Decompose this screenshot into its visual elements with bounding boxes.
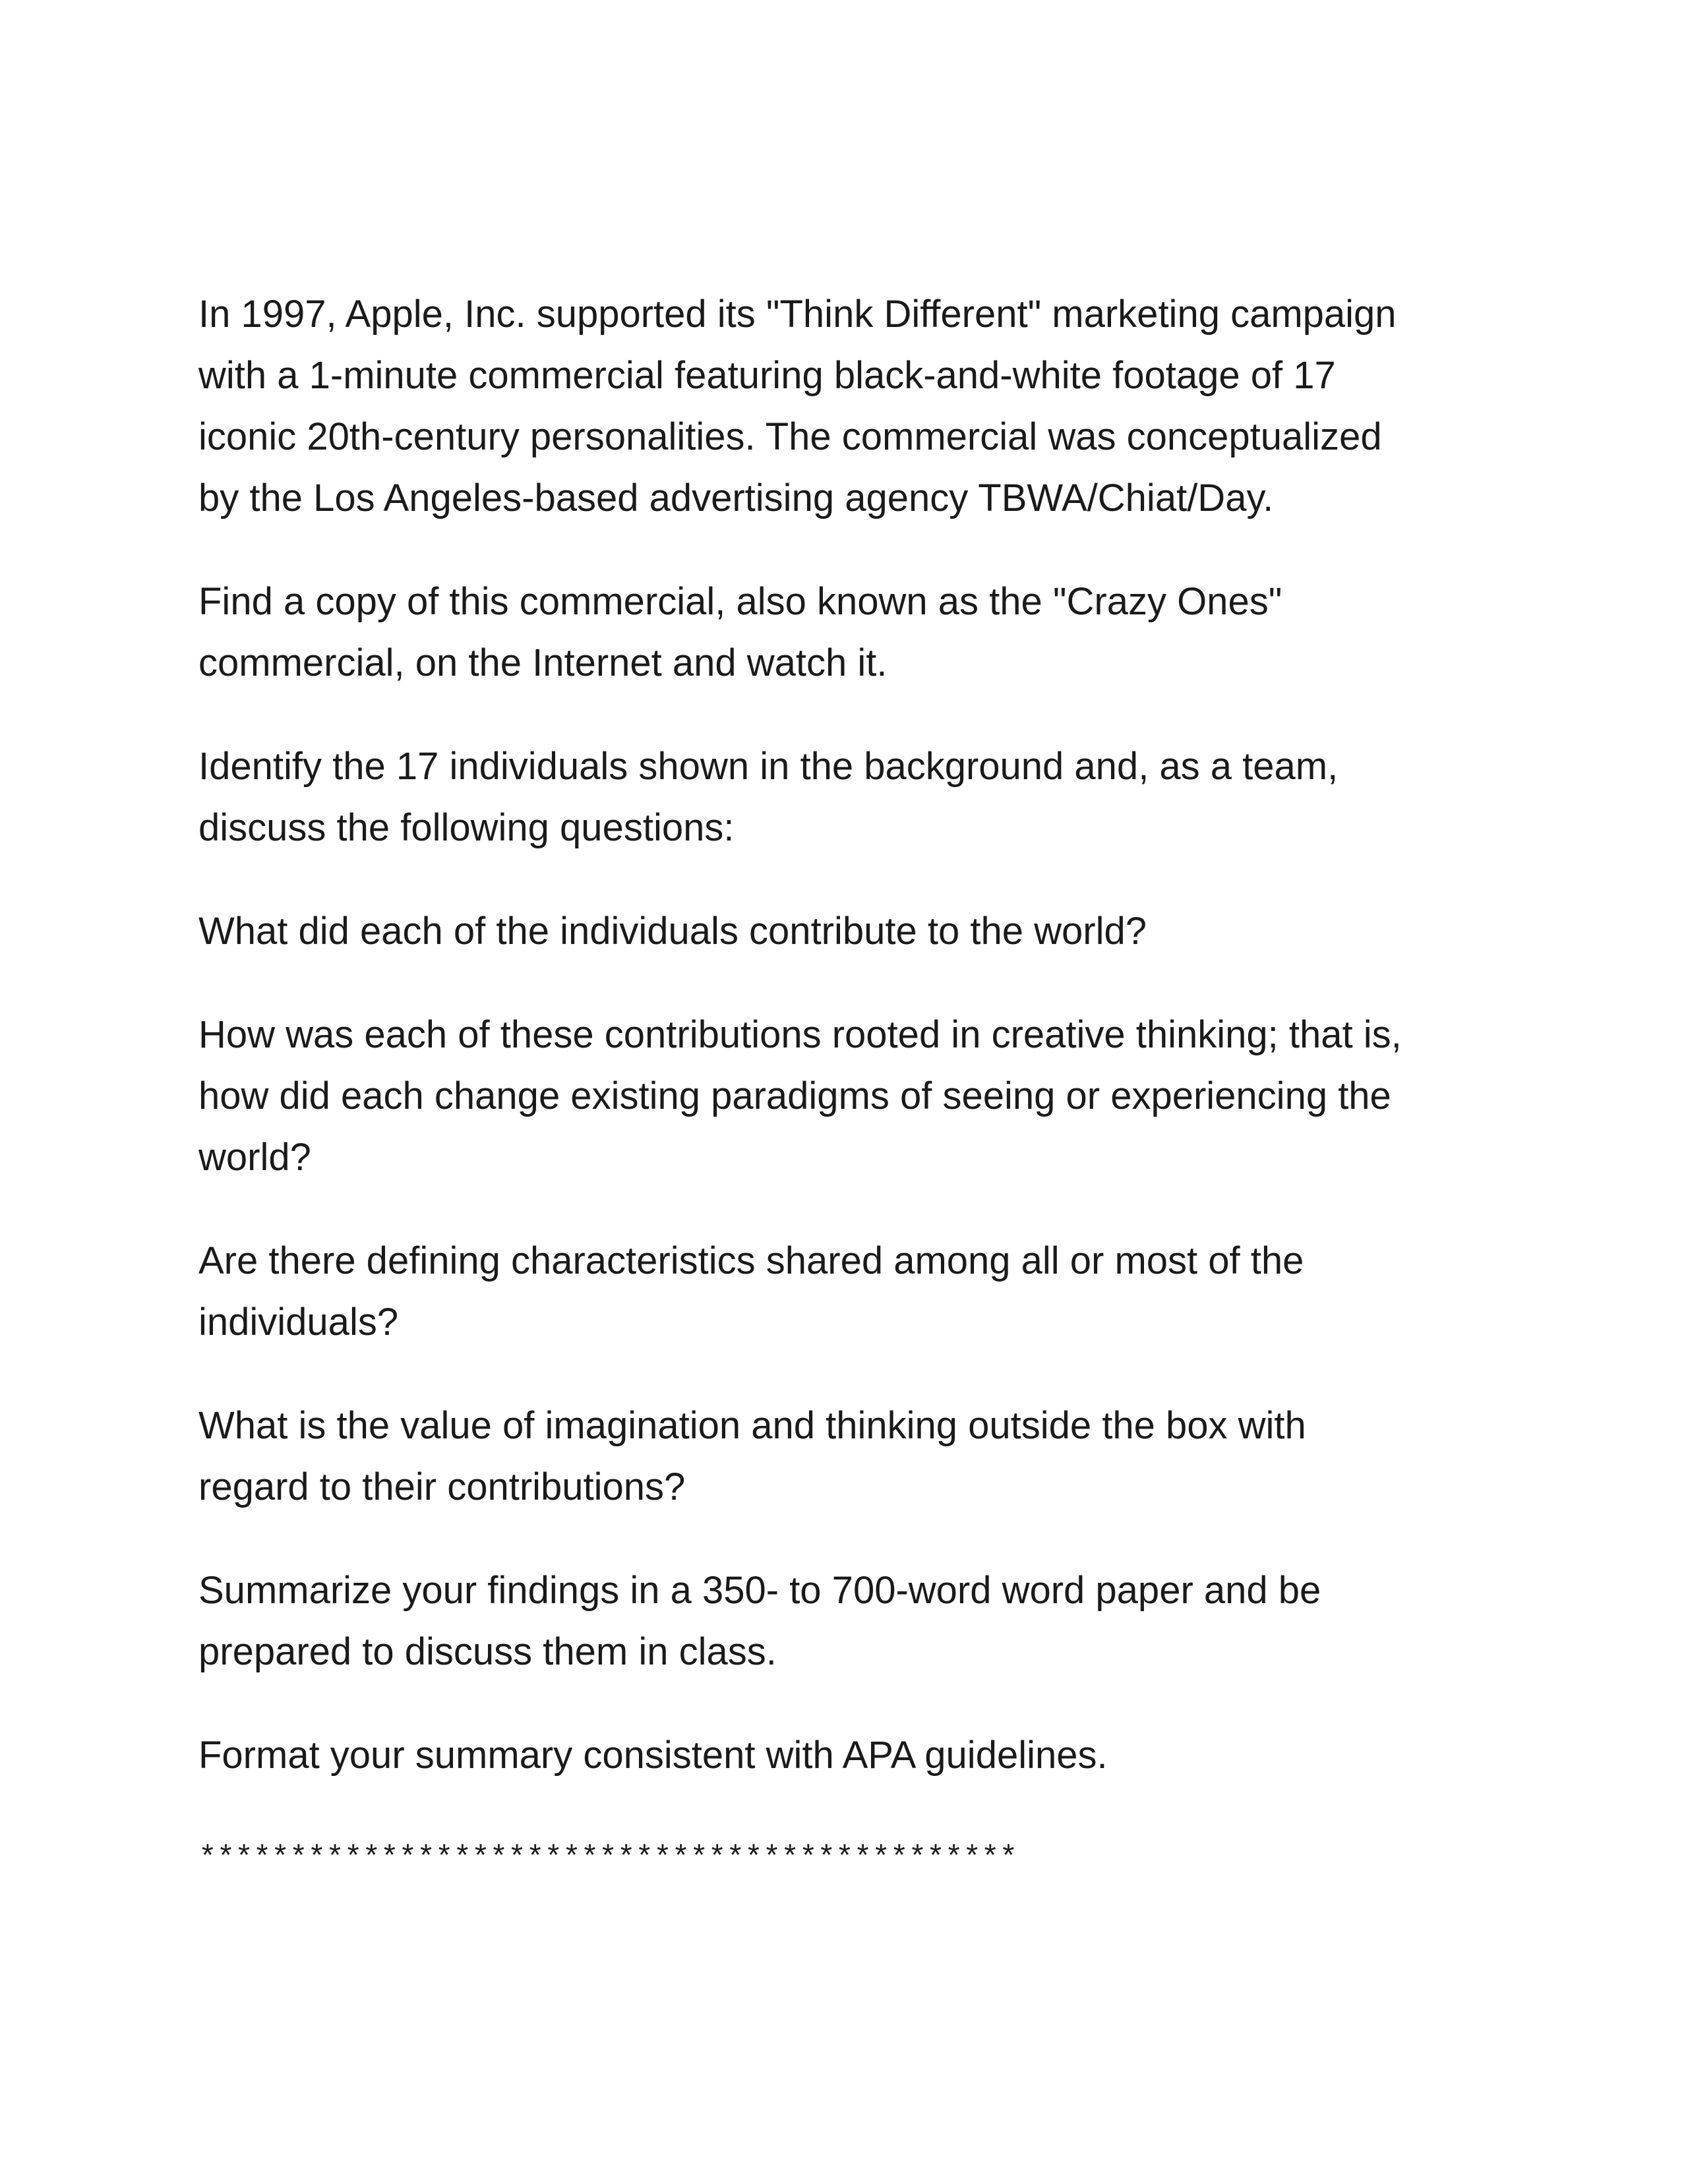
paragraph-summarize [198,1560,1544,1682]
paragraph-line: Identify the 17 individuals shown in the background and, as a team, [198,745,1339,788]
paragraph-line: What did each of the individuals contribute to the world? [198,910,1147,953]
paragraph-line: Format your summary consistent with APA guidelines. [198,1734,1108,1777]
paragraph-line: Are there defining characteristics shared among all or most of the [198,1239,1304,1282]
paragraph-line: commercial, on the Internet and watch it. [198,641,888,684]
paragraph-line: iconic 20th-century personalities. The commercial was conceptualized [198,415,1382,458]
paragraph-line: with a 1-minute commercial featuring black-and-white footage of 17 [198,354,1336,397]
paragraph-line: by the Los Angeles-based advertising agency TBWA/Chiat/Day. [198,477,1274,519]
question-imagination [198,1395,1544,1518]
paragraph-line: In 1997, Apple, Inc. supported its "Think Different" marketing campaign [198,293,1397,336]
paragraph-identify-individuals [198,736,1544,858]
paragraph-line: Find a copy of this commercial, also known as the "Crazy Ones" [198,580,1282,623]
document-body [198,283,1544,1889]
question-characteristics [198,1230,1544,1353]
paragraph-line: how did each change existing paradigms of seeing or experiencing the [198,1075,1391,1117]
paragraph-line: prepared to discuss them in class. [198,1630,777,1673]
paragraph-find-commercial [198,571,1544,694]
paragraph-line: individuals? [198,1301,399,1343]
paragraph-line: Summarize your findings in a 350- to 700-word word paper and be [198,1569,1321,1612]
question-contributions [198,900,1544,962]
asterisk-divider: ********************************************* [198,1841,1018,1875]
paragraph-line: discuss the following questions: [198,806,735,849]
paragraph-line: What is the value of imagination and thinking outside the box with [198,1404,1306,1447]
paragraph-line: How was each of these contributions rooted in creative thinking; that is, [198,1013,1402,1056]
paragraph-line: world? [198,1136,311,1179]
paragraph-line: regard to their contributions? [198,1465,686,1508]
paragraph-format [198,1725,1544,1786]
paragraph-intro [198,283,1544,529]
question-creative-thinking [198,1004,1544,1188]
